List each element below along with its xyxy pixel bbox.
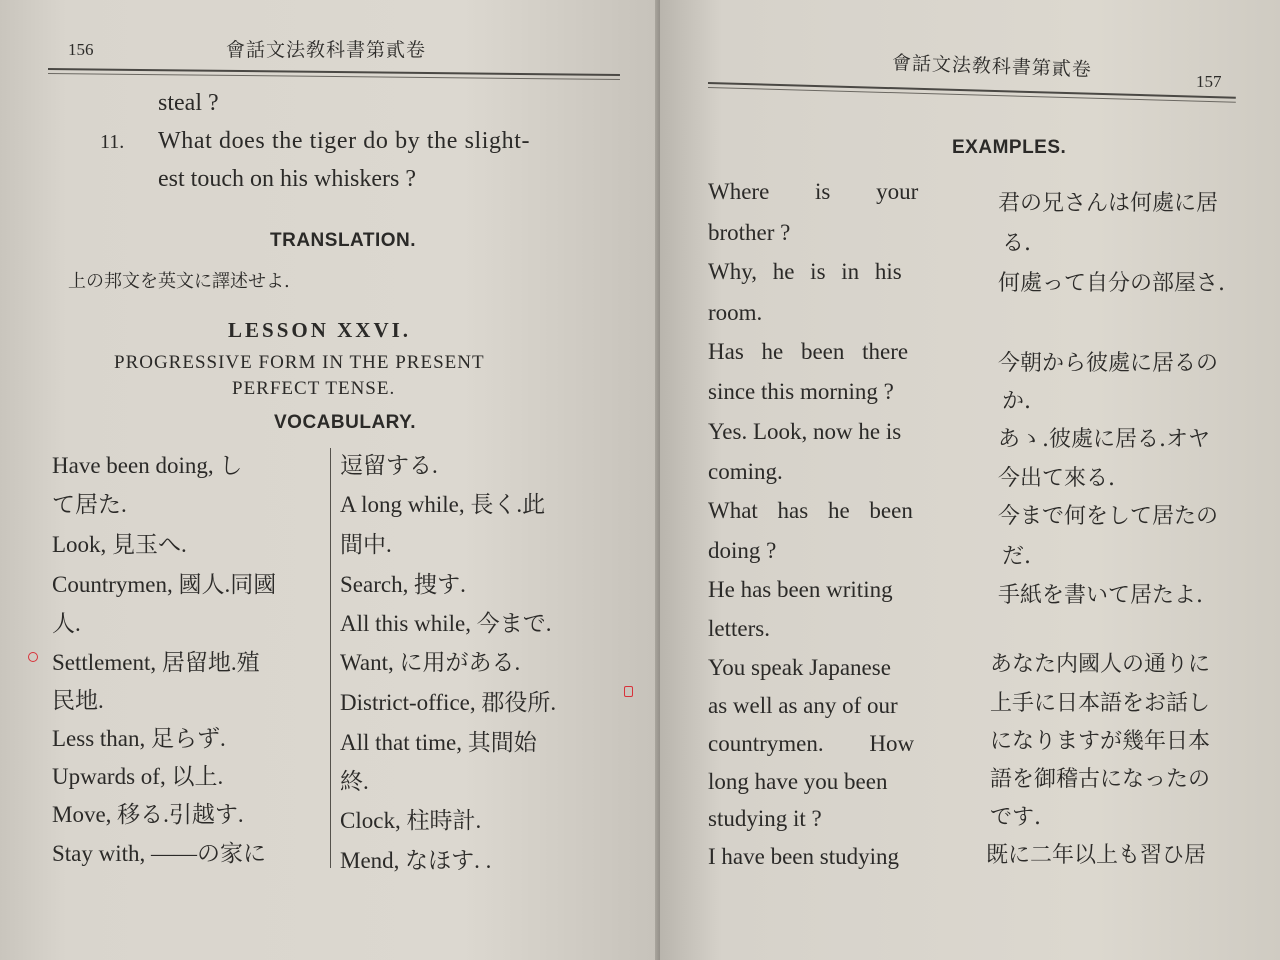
example-english-line: countrymen. How bbox=[708, 731, 915, 756]
lesson-subtitle-2: PERFECT TENSE. bbox=[232, 378, 396, 399]
example-english-line: since this morning ? bbox=[708, 379, 894, 404]
example-english-line: What has he been bbox=[708, 498, 913, 523]
vocab-entry: 終. bbox=[340, 769, 369, 794]
example-japanese-line: る. bbox=[1002, 231, 1031, 256]
translation-heading: TRANSLATION. bbox=[270, 230, 417, 251]
vocab-entry: All this while, 今まで. bbox=[340, 611, 552, 636]
vocab-entry: Look, 見玉へ. bbox=[52, 532, 187, 557]
vocab-entry: Settlement, 居留地.殖 bbox=[52, 650, 260, 675]
example-english-line: letters. bbox=[708, 616, 770, 641]
example-english-line: room. bbox=[708, 300, 763, 325]
vocab-entry: て居た. bbox=[52, 492, 127, 517]
example-english-line: You speak Japanese bbox=[708, 655, 891, 680]
example-japanese-line: 今朝から彼處に居るの bbox=[998, 351, 1219, 376]
example-japanese-line: 君の兄さんは何處に居 bbox=[998, 191, 1219, 216]
running-head-left: 會話文法敎科書第貳卷 bbox=[226, 39, 427, 61]
example-english-line: Where is your bbox=[708, 179, 919, 204]
example-english-line: doing ? bbox=[708, 538, 777, 563]
right-page bbox=[660, 0, 1280, 960]
vocab-entry: Want, に用がある. bbox=[340, 650, 521, 675]
example-english-line: coming. bbox=[708, 459, 783, 484]
example-japanese-line: あゝ.彼處に居る.オヤ bbox=[998, 427, 1210, 452]
vocab-entry: Search, 捜す. bbox=[340, 572, 466, 597]
vocabulary-column-divider bbox=[330, 448, 331, 868]
vocab-entry: Countrymen, 國人.同國 bbox=[52, 572, 277, 597]
vocab-entry: 逗留する. bbox=[340, 453, 438, 478]
example-japanese-line: になりますが幾年日本 bbox=[990, 729, 1211, 754]
example-english-line: He has been writing bbox=[708, 577, 893, 602]
example-english-line: long have you been bbox=[708, 769, 888, 794]
question-11-line-1: What does the tiger do by the slight- bbox=[158, 128, 531, 154]
vocab-entry: 間中. bbox=[340, 532, 392, 557]
page-number-right: 157 bbox=[1196, 72, 1222, 91]
example-japanese-line: 語を御稽古になったの bbox=[990, 767, 1211, 792]
examples-heading: EXAMPLES. bbox=[952, 137, 1067, 158]
example-japanese-line: 上手に日本語をお話し bbox=[990, 691, 1211, 716]
question-11-line-2: est touch on his whiskers ? bbox=[158, 166, 416, 192]
vocab-entry: 人. bbox=[52, 611, 81, 636]
vocabulary-heading: VOCABULARY. bbox=[274, 412, 417, 433]
red-annotation-mark bbox=[28, 652, 38, 662]
vocab-entry: 民地. bbox=[52, 688, 104, 713]
example-japanese-line: 手紙を書いて居たよ. bbox=[998, 583, 1203, 608]
example-japanese-line: 何處って自分の部屋さ. bbox=[998, 271, 1225, 296]
example-japanese-line: か. bbox=[1002, 389, 1031, 414]
header-rule-right bbox=[708, 82, 1236, 99]
example-japanese-line: 今出て來る. bbox=[998, 466, 1115, 491]
example-japanese-line: です. bbox=[990, 805, 1041, 830]
vocab-entry: District-office, 郡役所. bbox=[340, 690, 557, 715]
vocab-entry: A long while, 長く.此 bbox=[340, 492, 546, 517]
vocab-entry: All that time, 其間始 bbox=[340, 730, 537, 755]
page-number-left: 156 bbox=[68, 40, 94, 59]
example-english-line: Has he been there bbox=[708, 339, 909, 364]
lesson-subtitle-1: PROGRESSIVE FORM IN THE PRESENT bbox=[114, 352, 485, 373]
vocab-entry: Mend, なほす. . bbox=[340, 848, 492, 873]
vocab-entry: Stay with, ——の家に bbox=[52, 841, 267, 866]
translation-instruction: 上の邦文を英文に譯述せよ. bbox=[68, 271, 290, 292]
example-english-line: brother ? bbox=[708, 220, 791, 245]
example-english-line: studying it ? bbox=[708, 806, 822, 831]
example-japanese-line: 既に二年以上も習ひ居 bbox=[986, 843, 1207, 868]
question-11-number: 11. bbox=[100, 131, 125, 153]
example-japanese-line: 今まで何をして居たの bbox=[998, 504, 1219, 529]
lesson-title: LESSON XXVI. bbox=[228, 318, 412, 342]
example-english-line: I have been studying bbox=[708, 844, 899, 869]
example-english-line: as well as any of our bbox=[708, 693, 898, 718]
vocab-entry: Less than, 足らず. bbox=[52, 726, 226, 751]
example-japanese-line: だ. bbox=[1002, 544, 1031, 569]
vocab-entry: Upwards of, 以上. bbox=[52, 764, 224, 789]
question-10-end: steal ? bbox=[158, 90, 219, 116]
example-japanese-line: あなた内國人の通りに bbox=[990, 652, 1211, 677]
vocab-entry: Move, 移る.引越す. bbox=[52, 802, 244, 827]
running-head-right: 會話文法敎科書第貳卷 bbox=[891, 52, 1093, 81]
red-annotation-mark bbox=[624, 686, 633, 697]
vocab-entry: Clock, 柱時計. bbox=[340, 808, 482, 833]
example-english-line: Why, he is in his bbox=[708, 259, 902, 284]
vocab-entry: Have been doing, し bbox=[52, 453, 243, 478]
example-english-line: Yes. Look, now he is bbox=[708, 419, 902, 444]
